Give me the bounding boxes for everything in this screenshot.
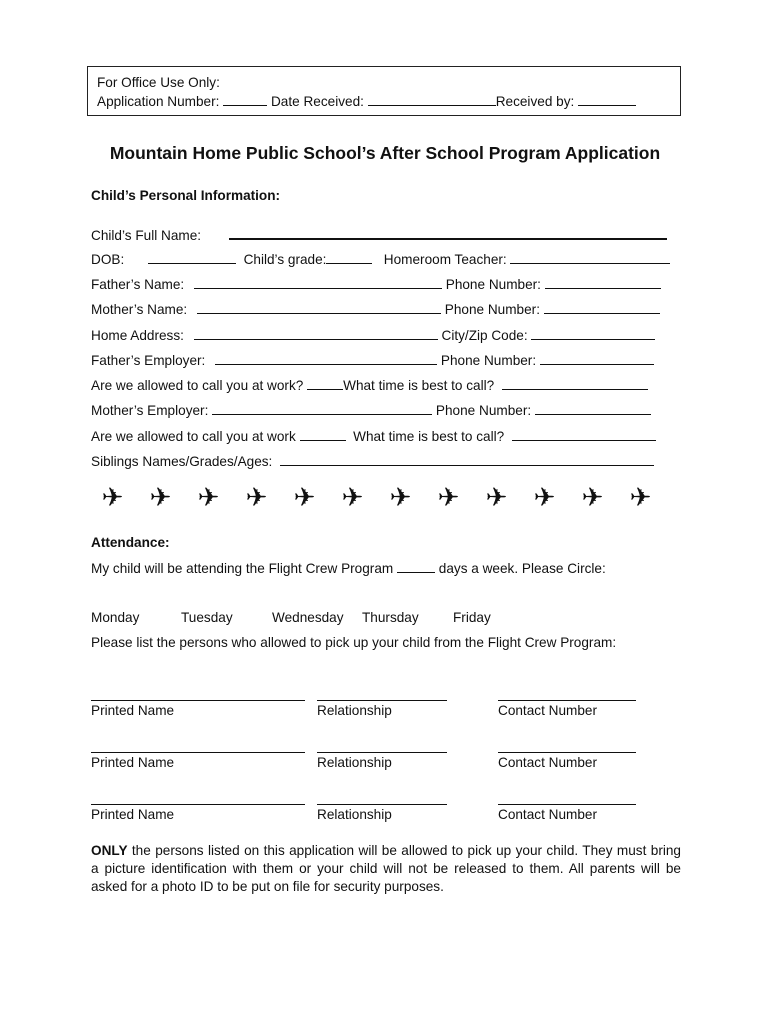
contact-number-label: Contact Number — [498, 807, 597, 822]
call-work-field[interactable] — [307, 377, 343, 390]
plane-divider — [100, 484, 653, 510]
siblings-label: Siblings Names/Grades/Ages: — [91, 454, 273, 469]
office-use-label: For Office Use Only: — [97, 75, 220, 90]
airplane-icon: ✈ — [533, 482, 556, 512]
mother-name-label: Mother’s Name: — [91, 302, 188, 317]
received-by-field[interactable] — [578, 93, 636, 106]
grade-field[interactable] — [326, 251, 372, 264]
phone-label: Phone Number: — [435, 403, 532, 418]
cityzip-field[interactable] — [531, 327, 655, 340]
best-time-field-2[interactable] — [512, 428, 656, 441]
pickup-notice — [91, 842, 681, 896]
full-name-label: Child’s Full Name: — [91, 228, 202, 243]
relationship-field[interactable] — [317, 804, 447, 805]
relationship-field[interactable] — [317, 752, 447, 753]
airplane-icon: ✈ — [581, 482, 604, 512]
printed-name-label: Printed Name — [91, 807, 175, 822]
best-time-label: What time is best to call? — [343, 378, 495, 393]
mother-employer-field[interactable] — [212, 402, 432, 415]
dob-field[interactable] — [148, 251, 236, 264]
airplane-icon: ✈ — [389, 482, 412, 512]
father-employer-label: Father’s Employer: — [91, 353, 206, 368]
attendance-text: My child will be attending the Flight Crew Program — [91, 561, 394, 576]
days-per-week-field[interactable] — [397, 560, 435, 573]
airplane-icon: ✈ — [245, 482, 268, 512]
mother-employer-label: Mother’s Employer: — [91, 403, 209, 418]
printed-name-field[interactable] — [91, 752, 305, 753]
father-name-label: Father’s Name: — [91, 277, 185, 292]
day-friday[interactable]: Friday — [453, 610, 491, 625]
attendance-text-2: days a week. Please Circle: — [438, 561, 606, 576]
received-by-label: Received by: — [495, 94, 575, 109]
relationship-label: Relationship — [317, 807, 392, 822]
page-title: Mountain Home Public School’s After School Program Application — [109, 143, 661, 163]
full-name-field[interactable] — [229, 226, 667, 240]
personal-info-heading: Child’s Personal Information: — [91, 188, 281, 203]
relationship-label: Relationship — [317, 755, 392, 770]
teacher-field[interactable] — [510, 251, 670, 264]
relationship-label: Relationship — [317, 703, 392, 718]
office-use-box — [87, 66, 681, 116]
notice-emphasis: ONLY — [91, 843, 128, 858]
best-time-field[interactable] — [502, 377, 648, 390]
airplane-icon: ✈ — [293, 482, 316, 512]
relationship-field[interactable] — [317, 700, 447, 701]
father-name-field[interactable] — [194, 276, 442, 289]
contact-number-label: Contact Number — [498, 703, 597, 718]
printed-name-field[interactable] — [91, 804, 305, 805]
mother-phone-field[interactable] — [544, 301, 660, 314]
day-monday[interactable]: Monday — [91, 610, 140, 625]
contact-number-label: Contact Number — [498, 755, 597, 770]
grade-label: Child’s grade: — [243, 252, 327, 267]
airplane-icon: ✈ — [341, 482, 364, 512]
day-tuesday[interactable]: Tuesday — [181, 610, 233, 625]
application-number-label: Application Number: — [97, 94, 220, 109]
dob-label: DOB: — [91, 252, 125, 267]
contact-number-field[interactable] — [498, 804, 636, 805]
address-field[interactable] — [194, 327, 438, 340]
father-phone-field[interactable] — [545, 276, 661, 289]
date-received-label: Date Received: — [270, 94, 364, 109]
phone-label: Phone Number: — [440, 353, 537, 368]
best-time-label-2: What time is best to call? — [353, 429, 505, 444]
airplane-icon: ✈ — [197, 482, 220, 512]
airplane-icon: ✈ — [629, 482, 652, 512]
application-number-field[interactable] — [223, 93, 267, 106]
contact-number-field[interactable] — [498, 700, 636, 701]
father-employer-field[interactable] — [215, 352, 437, 365]
call-work-label: Are we allowed to call you at work? — [91, 378, 304, 393]
airplane-icon: ✈ — [485, 482, 508, 512]
call-work-label-2: Are we allowed to call you at work — [91, 429, 296, 444]
siblings-field[interactable] — [280, 453, 654, 466]
contact-number-field[interactable] — [498, 752, 636, 753]
phone-label: Phone Number: — [445, 277, 541, 292]
mother-work-phone-field[interactable] — [535, 402, 651, 415]
teacher-label: Homeroom Teacher: — [383, 252, 507, 267]
airplane-icon: ✈ — [437, 482, 460, 512]
address-label: Home Address: — [91, 328, 184, 343]
airplane-icon: ✈ — [149, 482, 172, 512]
printed-name-field[interactable] — [91, 700, 305, 701]
day-wednesday[interactable]: Wednesday — [272, 610, 344, 625]
printed-name-label: Printed Name — [91, 703, 175, 718]
airplane-icon: ✈ — [101, 482, 124, 512]
day-thursday[interactable]: Thursday — [362, 610, 419, 625]
call-work-field-2[interactable] — [300, 428, 346, 441]
phone-label: Phone Number: — [444, 302, 540, 317]
printed-name-label: Printed Name — [91, 755, 175, 770]
notice-text: the persons listed on this application will be allowed to pick up your child. They must bring a picture identification with them or your child will not be released to them. All parents will be asked for a photo ID to be put on file for security purposes. — [91, 843, 681, 894]
father-work-phone-field[interactable] — [540, 352, 654, 365]
attendance-heading: Attendance: — [91, 535, 170, 550]
cityzip-label: City/Zip Code: — [441, 328, 528, 343]
mother-name-field[interactable] — [197, 301, 441, 314]
date-received-field[interactable] — [368, 93, 496, 106]
pickup-instructions: Please list the persons who allowed to pick up your child from the Flight Crew Program: — [91, 635, 617, 650]
